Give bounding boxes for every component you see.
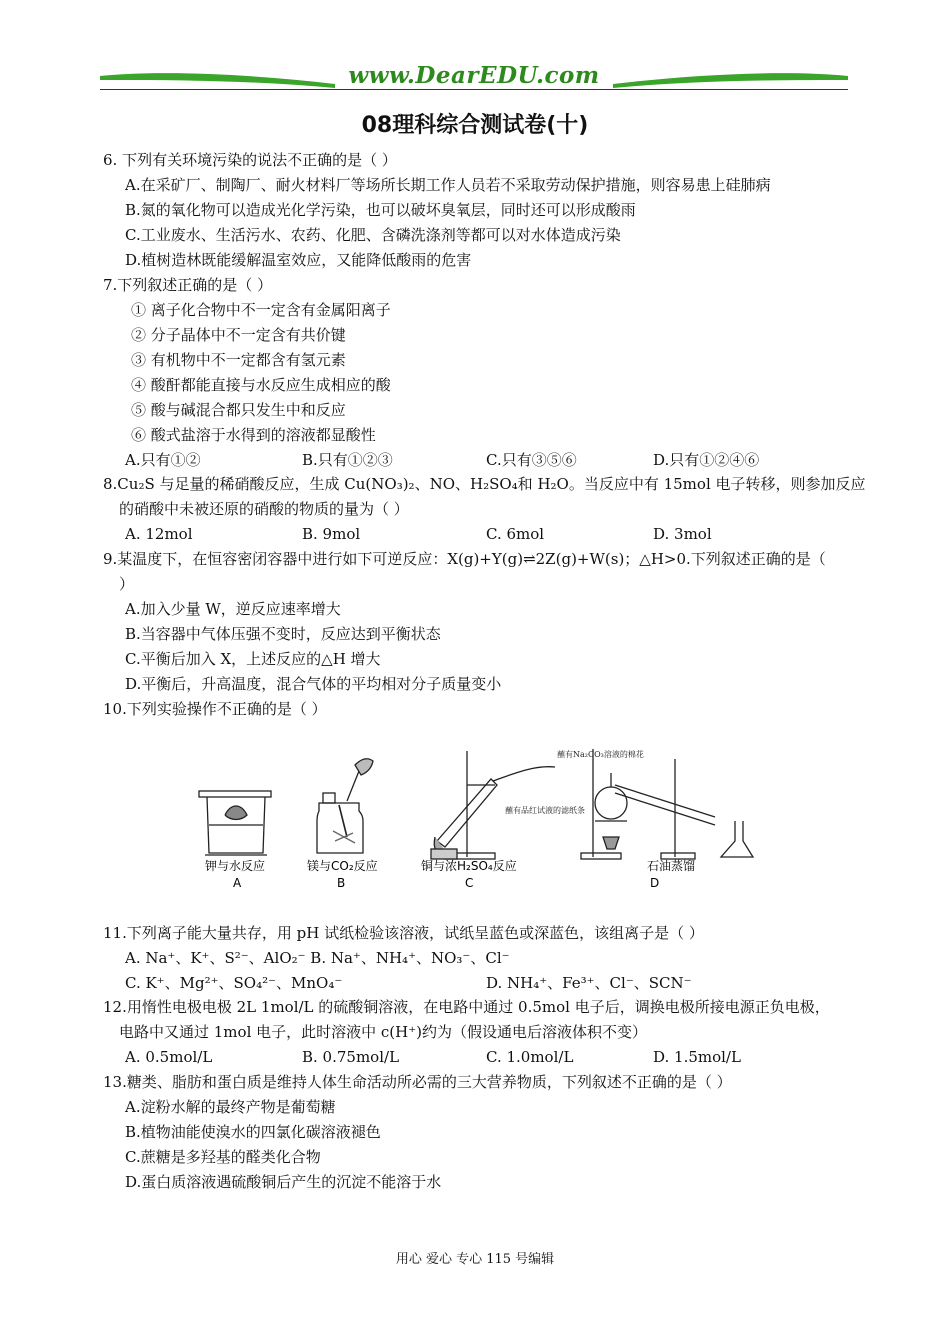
apparatus-b-gas-jar	[317, 759, 373, 853]
question-8-line2: 的硝酸中未被还原的硝酸的物质的量为（ ）	[119, 500, 409, 518]
q7-option-c: C.只有③⑤⑥	[486, 451, 577, 469]
q9-option-b: B.当容器中气体压强不变时，反应达到平衡状态	[125, 625, 441, 643]
q13-option-b: B.植物油能使溴水的四氯化碳溶液褪色	[125, 1123, 381, 1141]
question-9-line1: 9.某温度下，在恒容密闭容器中进行如下可逆反应：X(g)+Y(g)⇌2Z(g)+W(s)；△H>0.下列叙述正确的是（	[103, 550, 826, 568]
q7-statement-6: ⑥ 酸式盐溶于水得到的溶液都显酸性	[131, 426, 376, 444]
q8-option-a: A. 12mol	[125, 525, 193, 543]
q12-option-d: D. 1.5mol/L	[653, 1048, 741, 1066]
d-letter: D	[650, 876, 660, 890]
question-6: 6. 下列有关环境污染的说法不正确的是（ ）	[103, 151, 397, 169]
c-label-cotton: 蘸有Na₂CO₃溶液的棉花	[557, 750, 644, 759]
d-caption: 石油蒸馏	[647, 859, 696, 873]
q7-option-b: B.只有①②③	[302, 451, 393, 469]
site-header	[100, 62, 848, 92]
q13-option-c: C.蔗糖是多羟基的醛类化合物	[125, 1148, 321, 1166]
q8-option-b: B. 9mol	[302, 525, 361, 543]
q9-option-c: C.平衡后加入 X，上述反应的△H 增大	[125, 650, 381, 668]
b-caption: 镁与CO₂反应	[307, 859, 378, 873]
question-11: 11.下列离子能大量共存，用 pH 试纸检验该溶液，试纸呈蓝色或深蓝色，该组离子是（ ）	[103, 924, 704, 942]
b-letter: B	[337, 876, 346, 890]
question-13: 13.糖类、脂肪和蛋白质是维持人体生命活动所必需的三大营养物质，下列叙述不正确的是（ ）	[103, 1073, 732, 1091]
q12-option-a: A. 0.5mol/L	[125, 1048, 213, 1066]
header-rule	[100, 89, 848, 90]
a-caption: 钾与水反应	[205, 859, 266, 873]
q9-option-d: D.平衡后，升高温度，混合气体的平均相对分子质量变小	[125, 675, 502, 693]
a-letter: A	[233, 876, 242, 890]
apparatus-a-beaker	[199, 791, 271, 855]
question-8-line1: 8.Cu₂S 与足量的稀硝酸反应，生成 Cu(NO₃)₂、NO、H₂SO₄和 H₂O。当反应中有 15mol 电子转移，则参加反应	[103, 475, 866, 493]
experiment-figure	[195, 745, 755, 895]
brand-logo-text: www.DearEDU.com	[348, 62, 600, 89]
question-10: 10.下列实验操作不正确的是（ ）	[103, 700, 327, 718]
q13-option-a: A.淀粉水解的最终产物是葡萄糖	[125, 1098, 336, 1116]
page-title: 08理科综合测试卷(十)	[361, 113, 589, 138]
experiment-apparatus-drawing	[195, 745, 755, 895]
q6-option-c: C.工业废水、生活污水、农药、化肥、含磷洗涤剂等都可以对水体造成污染	[125, 226, 621, 244]
q7-option-a: A.只有①②	[125, 451, 201, 469]
q6-option-a: A.在采矿厂、制陶厂、耐火材料厂等场所长期工作人员若不采取劳动保护措施，则容易患上硅肺病	[125, 176, 771, 194]
q11-option-c: C. K⁺、Mg²⁺、SO₄²⁻、MnO₄⁻	[125, 974, 343, 992]
q11-option-d: D. NH₄⁺、Fe³⁺、Cl⁻、SCN⁻	[486, 974, 692, 992]
q7-statement-3: ③ 有机物中不一定都含有氢元素	[131, 351, 346, 369]
page-footer: 用心 爱心 专心 115 号编辑	[395, 1252, 555, 1267]
q7-statement-2: ② 分子晶体中不一定含有共价键	[131, 326, 346, 344]
apparatus-d-distillation	[581, 749, 753, 859]
question-7: 7.下列叙述正确的是（ ）	[103, 276, 273, 294]
q6-option-b: B.氮的氧化物可以造成光化学污染，也可以破坏臭氧层，同时还可以形成酸雨	[125, 201, 636, 219]
q7-option-d: D.只有①②④⑥	[653, 451, 760, 469]
question-12-line2: 电路中又通过 1mol 电子，此时溶液中 c(H⁺)约为（假设通电后溶液体积不变）	[119, 1023, 648, 1041]
q7-statement-4: ④ 酸酐都能直接与水反应生成相应的酸	[131, 376, 391, 394]
q8-option-c: C. 6mol	[486, 525, 545, 543]
question-12-line1: 12.用惰性电极电极 2L 1mol/L 的硫酸铜溶液，在电路中通过 0.5mol 电子后，调换电极所接电源正负电极，	[103, 998, 830, 1016]
q7-statement-1: ① 离子化合物中不一定含有金属阳离子	[131, 301, 391, 319]
q12-option-c: C. 1.0mol/L	[486, 1048, 574, 1066]
q12-option-b: B. 0.75mol/L	[302, 1048, 400, 1066]
q6-option-d: D.植树造林既能缓解温室效应，又能降低酸雨的危害	[125, 251, 472, 269]
q9-option-a: A.加入少量 W，逆反应速率增大	[125, 600, 341, 618]
c-label-filter-paper: 蘸有品红试液的滤纸条	[505, 806, 585, 815]
c-letter: C	[465, 876, 474, 890]
q11-options-ab: A. Na⁺、K⁺、S²⁻、AlO₂⁻ B. Na⁺、NH₄⁺、NO₃⁻、Cl⁻	[125, 949, 510, 967]
q7-statement-5: ⑤ 酸与碱混合都只发生中和反应	[131, 401, 346, 419]
q8-option-d: D. 3mol	[653, 525, 712, 543]
question-9-line2: ）	[119, 575, 135, 593]
q13-option-d: D.蛋白质溶液遇硫酸铜后产生的沉淀不能溶于水	[125, 1173, 442, 1191]
c-caption: 铜与浓H₂SO₄反应	[421, 859, 517, 873]
